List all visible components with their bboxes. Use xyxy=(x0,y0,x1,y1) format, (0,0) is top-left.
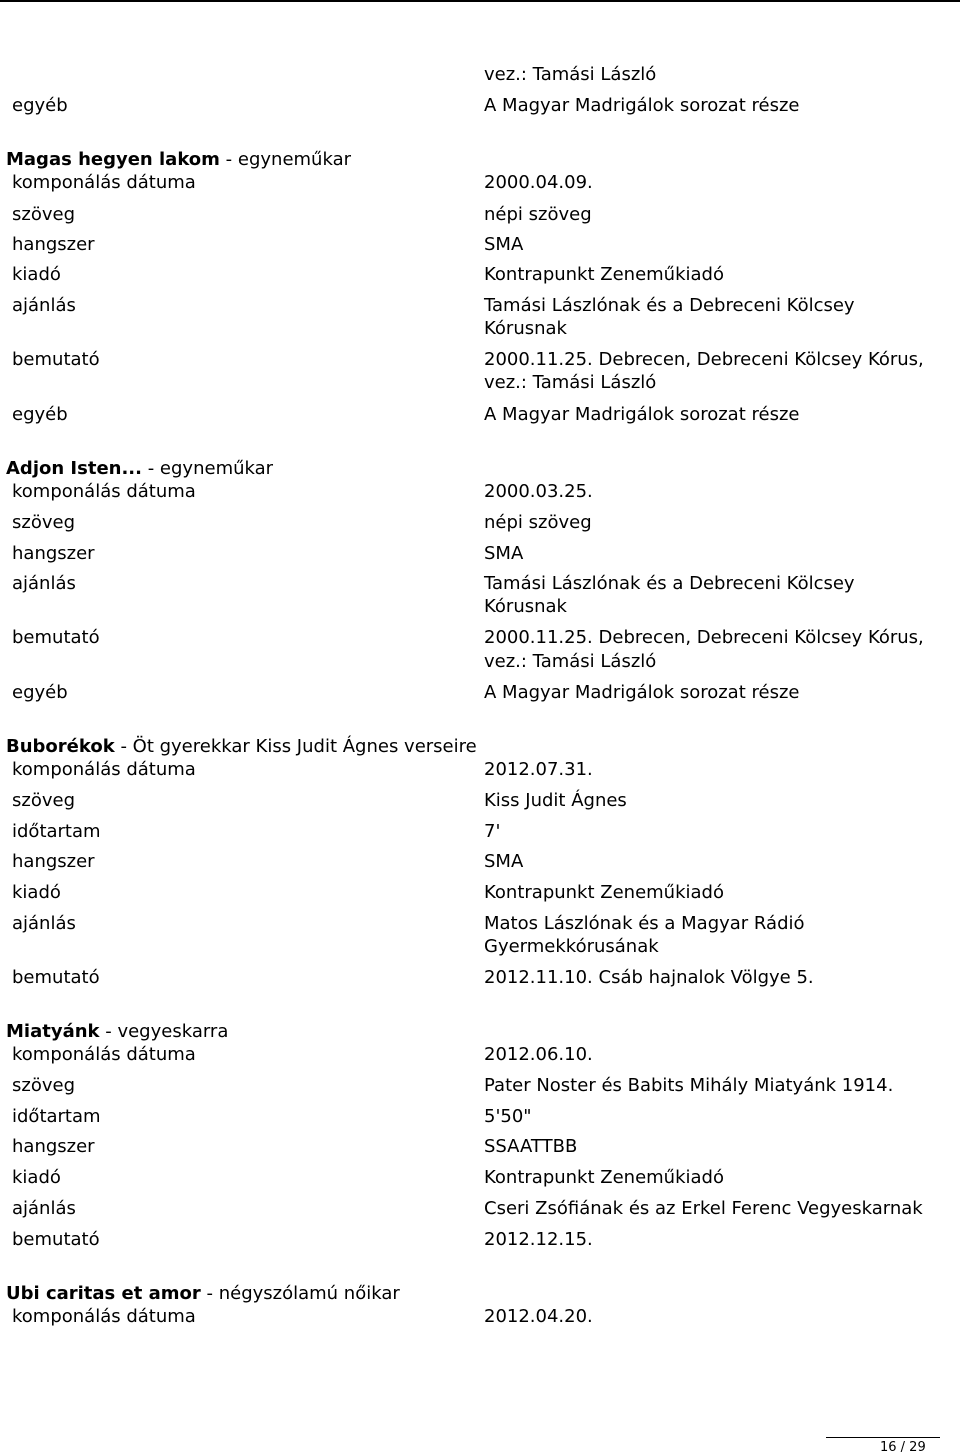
row-value: 2000.03.25. xyxy=(484,481,593,502)
row-label: bemutató xyxy=(12,349,100,370)
row-label: ajánlás xyxy=(12,573,76,594)
entry-subtitle: - egyneműkar xyxy=(147,458,274,479)
row-value: 2000.11.25. Debrecen, Debreceni Kölcsey Kórus, xyxy=(484,349,924,370)
row-label: ajánlás xyxy=(12,1198,76,1219)
row-value: népi szöveg xyxy=(484,204,592,225)
row-value: 2012.11.10. Csáb hajnalok Völgye 5. xyxy=(484,967,814,988)
row-value-cont: Gyermekkórusának xyxy=(484,936,659,957)
row-value: Tamási Lászlónak és a Debreceni Kölcsey xyxy=(484,573,855,594)
entry-title-bold: Magas hegyen lakom xyxy=(6,149,220,170)
row-value: SMA xyxy=(484,234,524,255)
row-value: 7' xyxy=(484,821,501,842)
row-value: 5'50" xyxy=(484,1106,532,1127)
row-value: Kontrapunkt Zeneműkiadó xyxy=(484,882,724,903)
entry-subtitle: - Öt gyerekkar Kiss Judit Ágnes verseire xyxy=(120,736,477,757)
top-rule xyxy=(0,0,960,2)
row-label: bemutató xyxy=(12,967,100,988)
row-label: komponálás dátuma xyxy=(12,1044,196,1065)
row-value: A Magyar Madrigálok sorozat része xyxy=(484,682,800,703)
entry-title-bold: Buborékok xyxy=(6,736,115,757)
row-label: egyéb xyxy=(12,682,68,703)
row-label: időtartam xyxy=(12,1106,101,1127)
row-label: ajánlás xyxy=(12,913,76,934)
prev-bemutato-cont: vez.: Tamási László xyxy=(484,64,657,85)
row-label: ajánlás xyxy=(12,295,76,316)
entry-title xyxy=(6,1021,228,1043)
row-value: Kontrapunkt Zeneműkiadó xyxy=(484,1167,724,1188)
entry-title-bold: Miatyánk xyxy=(6,1021,100,1042)
row-value: A Magyar Madrigálok sorozat része xyxy=(484,404,800,425)
row-label: szöveg xyxy=(12,790,75,811)
row-label: komponálás dátuma xyxy=(12,481,196,502)
entry-subtitle: - négyszólamú nőikar xyxy=(206,1283,400,1304)
row-label: hangszer xyxy=(12,543,95,564)
row-value: Pater Noster és Babits Mihály Miatyánk 1914. xyxy=(484,1075,894,1096)
row-value: Tamási Lászlónak és a Debreceni Kölcsey xyxy=(484,295,855,316)
row-value: SSAATTBB xyxy=(484,1136,578,1157)
row-label: egyéb xyxy=(12,404,68,425)
entry-title xyxy=(6,458,273,480)
row-value: Matos Lászlónak és a Magyar Rádió xyxy=(484,913,805,934)
row-value-cont: vez.: Tamási László xyxy=(484,651,657,672)
row-value-cont: Kórusnak xyxy=(484,318,567,339)
row-value: 2000.11.25. Debrecen, Debreceni Kölcsey Kórus, xyxy=(484,627,924,648)
row-label: komponálás dátuma xyxy=(12,1306,196,1327)
footer-rule xyxy=(826,1437,940,1438)
row-label: hangszer xyxy=(12,1136,95,1157)
page-number: 16 / 29 xyxy=(880,1440,926,1455)
row-value-cont: Kórusnak xyxy=(484,596,567,617)
entry-title xyxy=(6,1283,400,1305)
entry-title xyxy=(6,149,351,171)
entry-subtitle: - vegyeskarra xyxy=(105,1021,229,1042)
entry-title-bold: Ubi caritas et amor xyxy=(6,1283,201,1304)
prev-egyeb-value: A Magyar Madrigálok sorozat része xyxy=(484,95,800,116)
row-value: 2012.07.31. xyxy=(484,759,593,780)
row-value: 2012.04.20. xyxy=(484,1306,593,1327)
row-value: népi szöveg xyxy=(484,512,592,533)
row-label: komponálás dátuma xyxy=(12,759,196,780)
row-label: szöveg xyxy=(12,1075,75,1096)
row-value: 2012.12.15. xyxy=(484,1229,593,1250)
row-label: időtartam xyxy=(12,821,101,842)
row-value: SMA xyxy=(484,543,524,564)
row-value: Kontrapunkt Zeneműkiadó xyxy=(484,264,724,285)
row-label: kiadó xyxy=(12,1167,61,1188)
row-value-cont: vez.: Tamási László xyxy=(484,372,657,393)
row-value: Cseri Zsófiának és az Erkel Ferenc Vegyeskarnak xyxy=(484,1198,923,1219)
row-label: kiadó xyxy=(12,264,61,285)
row-value: 2012.06.10. xyxy=(484,1044,593,1065)
row-label: szöveg xyxy=(12,512,75,533)
row-label: hangszer xyxy=(12,851,95,872)
row-label: bemutató xyxy=(12,627,100,648)
prev-egyeb-label: egyéb xyxy=(12,95,68,116)
row-label: hangszer xyxy=(12,234,95,255)
entry-title-bold: Adjon Isten... xyxy=(6,458,142,479)
row-value: 2000.04.09. xyxy=(484,172,593,193)
row-label: szöveg xyxy=(12,204,75,225)
entry-title xyxy=(6,736,477,758)
row-value: SMA xyxy=(484,851,524,872)
entry-subtitle: - egyneműkar xyxy=(225,149,352,170)
row-label: kiadó xyxy=(12,882,61,903)
row-label: bemutató xyxy=(12,1229,100,1250)
row-label: komponálás dátuma xyxy=(12,172,196,193)
row-value: Kiss Judit Ágnes xyxy=(484,790,627,811)
